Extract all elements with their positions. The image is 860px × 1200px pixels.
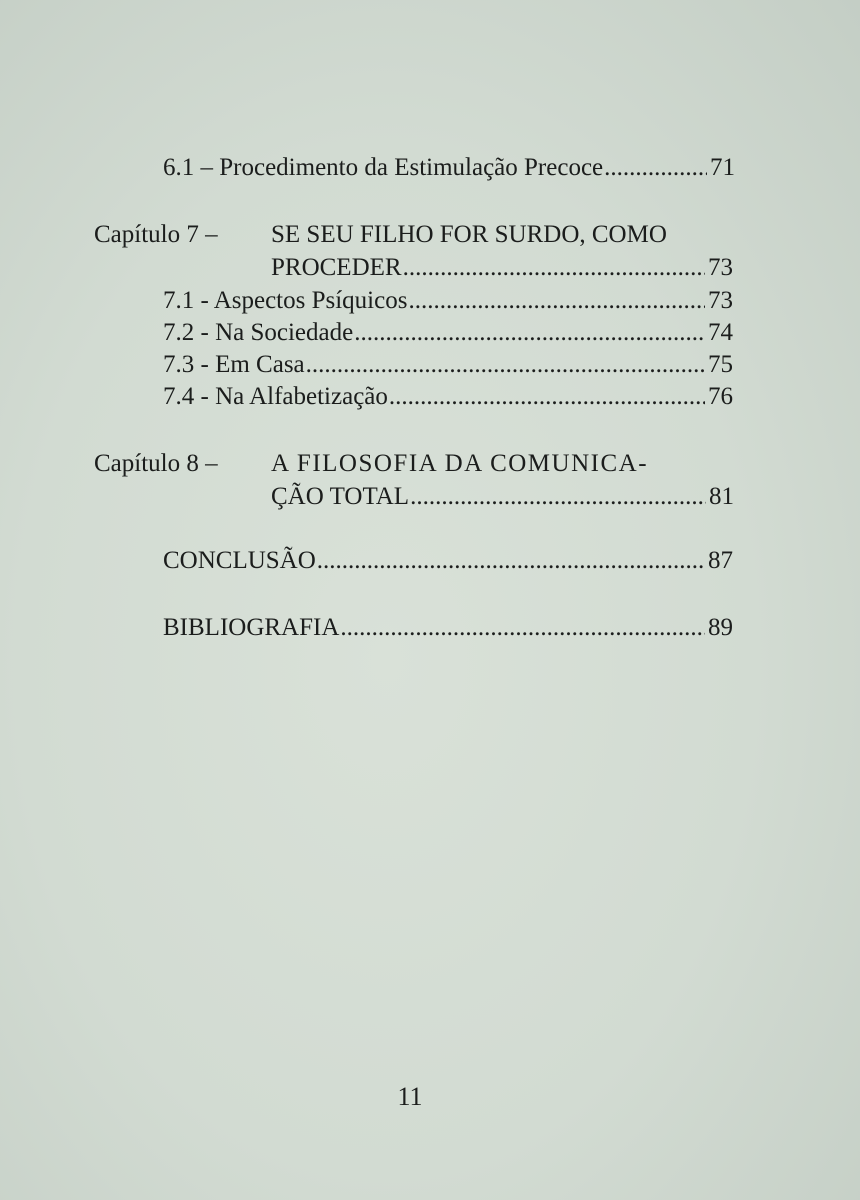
chapter-8-title-cont: ÇÃO TOTAL xyxy=(271,483,410,510)
toc-entry-page: 87 xyxy=(708,547,733,574)
toc-entry-page: 89 xyxy=(708,614,733,641)
chapter-7-title-cont: PROCEDER xyxy=(271,254,402,281)
chapter-7-label: Capítulo 7 – xyxy=(94,221,218,248)
page-number: 11 xyxy=(397,1082,423,1111)
chapter-7-title: SE SEU FILHO FOR SURDO, COMO xyxy=(271,221,667,248)
toc-entry-page: 74 xyxy=(708,319,733,346)
toc-leader-dots xyxy=(408,286,705,316)
toc-leader-dots xyxy=(354,318,705,348)
chapter-8-label: Capítulo 8 – xyxy=(94,450,218,477)
toc-entry-page: 73 xyxy=(708,287,733,314)
chapter-8-title: A FILOSOFIA DA COMUNICA- xyxy=(271,450,649,477)
toc-leader-dots xyxy=(410,482,706,512)
chapter-7-title-line2 xyxy=(271,253,733,283)
toc-entry-7-2 xyxy=(163,318,733,348)
chapter-8-page: 81 xyxy=(709,483,734,510)
toc-entry-page: 71 xyxy=(710,154,735,181)
toc-entry-label: 7.2 - Na Sociedade xyxy=(163,319,354,346)
toc-entry-label: 7.1 - Aspectos Psíquicos xyxy=(163,287,408,314)
toc-leader-dots xyxy=(389,382,705,412)
chapter-7-page: 73 xyxy=(708,254,733,281)
toc-entry-page: 75 xyxy=(708,351,733,378)
toc-entry-bibliografia xyxy=(163,613,733,643)
toc-entry-label: 7.3 - Em Casa xyxy=(163,351,305,378)
toc-entry-label: BIBLIOGRAFIA xyxy=(163,614,340,641)
toc-leader-dots xyxy=(403,253,705,283)
toc-entry-conclusao xyxy=(163,546,733,576)
toc-entry-page: 76 xyxy=(708,383,733,410)
toc-leader-dots xyxy=(604,153,707,183)
chapter-8-title-line2 xyxy=(271,482,734,512)
toc-entry-6-1 xyxy=(163,153,735,183)
toc-leader-dots xyxy=(306,350,705,380)
toc-entry-label: 6.1 – Procedimento da Estimulação Precoce xyxy=(163,154,604,181)
toc-leader-dots xyxy=(340,613,705,643)
toc-entry-label: 7.4 - Na Alfabetização xyxy=(163,383,388,410)
toc-entry-7-3 xyxy=(163,350,733,380)
toc-leader-dots xyxy=(317,546,705,576)
toc-entry-label: CONCLUSÃO xyxy=(163,547,316,574)
toc-entry-7-4 xyxy=(163,382,733,412)
toc-entry-7-1 xyxy=(163,286,733,316)
